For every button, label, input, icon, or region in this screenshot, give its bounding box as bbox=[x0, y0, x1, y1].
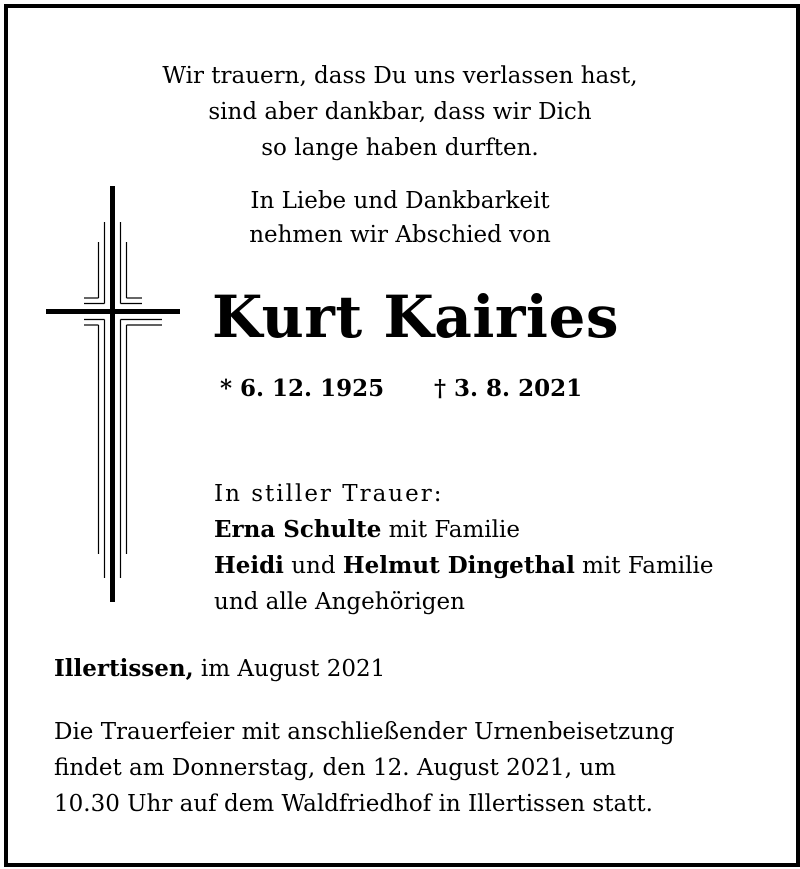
cross-icon bbox=[46, 186, 182, 602]
mourner-and: und bbox=[283, 553, 343, 579]
mourner-name-erna: Erna Schulte bbox=[214, 516, 382, 543]
ceremony-info bbox=[54, 714, 675, 822]
memorial-verse bbox=[0, 58, 800, 166]
death-date: † 3. 8. 2021 bbox=[434, 375, 583, 402]
mourner-suffix-1: mit Familie bbox=[381, 517, 520, 543]
intro-line-2: nehmen wir Abschied von bbox=[249, 222, 551, 248]
mourners-heading: In stiller Trauer: bbox=[214, 481, 444, 507]
mourner-line-3: und alle Angehörigen bbox=[214, 589, 465, 615]
ceremony-line-3: 10.30 Uhr auf dem Waldfriedhof in Illertissen statt. bbox=[54, 791, 653, 817]
mourner-line-2 bbox=[214, 548, 713, 584]
birth-date: * 6. 12. 1925 bbox=[220, 375, 385, 402]
mourner-name-helmut: Helmut Dingethal bbox=[342, 552, 575, 579]
ceremony-line-2: findet am Donnerstag, den 12. August 2021, um bbox=[54, 755, 616, 781]
mourner-name-heidi: Heidi bbox=[214, 552, 284, 579]
verse-line-1: Wir trauern, dass Du uns verlassen hast, bbox=[162, 63, 638, 89]
verse-line-2: sind aber dankbar, dass wir Dich bbox=[208, 99, 592, 125]
ceremony-line-1: Die Trauerfeier mit anschließender Urnenbeisetzung bbox=[54, 719, 675, 745]
intro-line-1: In Liebe und Dankbarkeit bbox=[250, 188, 550, 214]
mourner-suffix-2: mit Familie bbox=[574, 553, 714, 579]
deceased-name: Kurt Kairies bbox=[212, 283, 620, 351]
place-month: im August 2021 bbox=[193, 656, 386, 682]
mourners-block bbox=[214, 476, 713, 620]
place-date bbox=[54, 652, 385, 686]
mourner-line-1 bbox=[214, 512, 713, 548]
place-city: Illertissen, bbox=[54, 655, 194, 682]
verse-line-3: so lange haben durften. bbox=[261, 135, 539, 161]
